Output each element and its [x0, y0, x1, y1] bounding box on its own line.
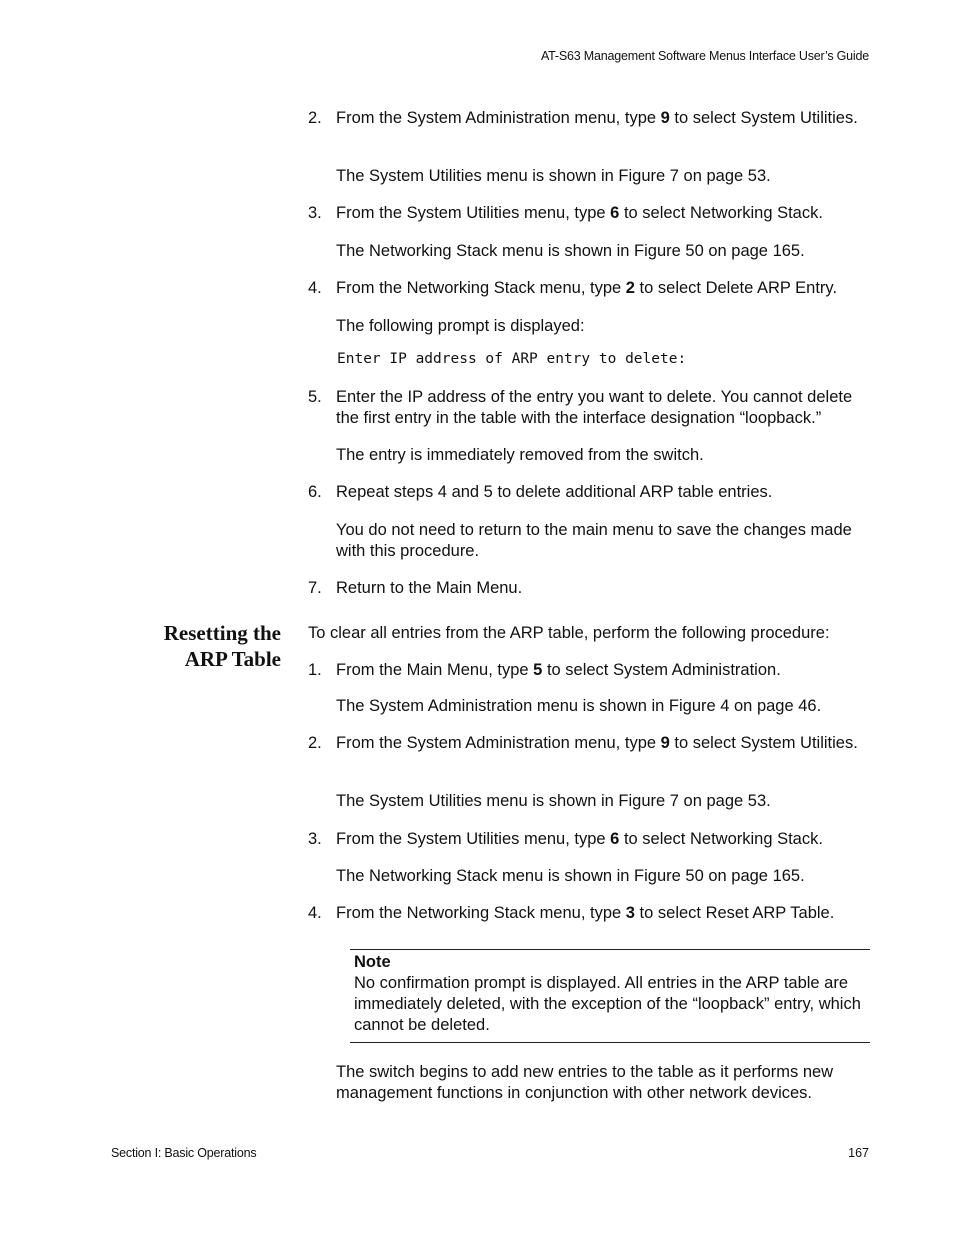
section-heading: Resetting the ARP Table	[163, 621, 281, 671]
footer-section: Section I: Basic Operations	[111, 1146, 257, 1160]
paragraph: The Networking Stack menu is shown in Figure 50 on page 165.	[336, 867, 805, 885]
section-intro: To clear all entries from the ARP table, perform the following procedure:	[308, 624, 830, 642]
running-header: AT-S63 Management Software Menus Interface User’s Guide	[540, 49, 869, 63]
paragraph: The Networking Stack menu is shown in Figure 50 on page 165.	[336, 242, 805, 260]
paragraph: The following prompt is displayed:	[336, 317, 585, 335]
paragraph: You do not need to return to the main menu to save the changes made with this procedure.	[336, 521, 852, 560]
page-number: 167	[848, 1146, 869, 1160]
console-prompt: Enter IP address of ARP entry to delete:	[337, 351, 687, 367]
note-body: No confirmation prompt is displayed. All entries in the ARP table are immediately deleted, with the exception of the “loopback” entry, which cannot be deleted.	[354, 974, 861, 1034]
note-title: Note	[354, 953, 391, 971]
paragraph: The System Utilities menu is shown in Figure 7 on page 53.	[336, 792, 771, 810]
paragraph: The System Utilities menu is shown in Figure 7 on page 53.	[336, 167, 771, 185]
paragraph: The switch begins to add new entries to the table as it performs new management functions in conjunction with other network devices.	[336, 1063, 834, 1102]
paragraph: The System Administration menu is shown in Figure 4 on page 46.	[336, 697, 822, 715]
note-box	[350, 949, 870, 1043]
paragraph: The entry is immediately removed from the switch.	[336, 446, 704, 464]
